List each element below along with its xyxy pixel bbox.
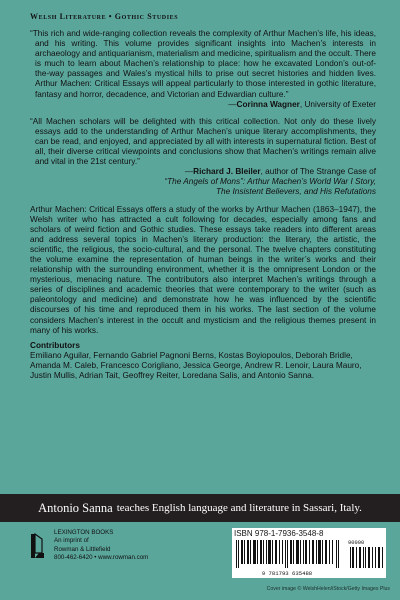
publisher-contact: 800-462-6420 • www.rowman.com [54,553,149,561]
review-quote-1 [30,29,376,110]
barcode [232,540,386,578]
publisher-imprint: An imprint of [54,537,89,545]
publisher-block [30,529,148,562]
publisher-info [54,529,148,562]
contributors-heading: Contributors [30,340,80,350]
review-quote-2 [30,117,376,198]
quote-attribution: —Corinna Wagner, University of Exeter [228,99,376,109]
contributors-list: Emiliano Aguilar, Fernando Gabriel Pagnoni Berns, Kostas Boyiopoulos, Deborah Bridle, Amanda M. Caleb, Francesco Corigliano, Jessica George, Andrew R. Lenoir, Laura Mauro, Justin Mullis, Adrian Tait, Geoffrey Reiter, Loredana Salis, and Antonio Sanna. [30,350,362,380]
barcode-addon: 90000 [348,540,365,546]
quote-text: “This rich and wide-ranging collection reveals the complexity of Arthur Machen’s life, his ideas, and his writing. This volume provides significant insights into Machen’s interests in archaeology and antiquarianism, materialism and medicine, spiritualism and the occult. There is much to learn about Machen’s relationship to place: how he excavated London’s out-of-the-way passages and Wales’s mystical hills to prise out secret histories and hidden lives. Arthur Machen: Critical Essays will appeal particularly to those interested in gothic literature, fantasy and horror, decadence, and Victorian and Edwardian culture.” [30,29,376,99]
author-bio: teaches English language and literature in Sassari, Italy. [116,502,362,514]
category-label: Welsh Literature • Gothic Studies [30,12,179,21]
lexington-logo-icon [30,531,46,561]
isbn-label: ISBN 978-1-7936-3548-8 [232,528,386,540]
author-name: Antonio Sanna [38,500,113,515]
quote-attribution: —Richard J. Bleiler, author of The Strange Case of “The Angels of Mons”: Arthur Machen’s World War I Story, The Insistent Believers, and His Refutations [164,167,376,197]
barcode-digits: 9 781793 635488 [261,570,313,577]
cover-image-credit: Cover image © WelshHelen/iStock/Getty Images Plus [266,586,390,592]
author-bio-band [0,494,400,522]
publisher-name: LEXINGTON BOOKS [54,529,114,536]
publisher-parent: Rowman & Littlefield [54,545,111,553]
book-description: Arthur Machen: Critical Essays offers a study of the works by Arthur Machen (1863–1947), the Welsh writer who has attracted a cult following for decades, especially among fans and scholars of weird fiction and Gothic studies. These essays take readers into different areas and address several topics in Machen’s literary production: the literary, the artistic, the scientific, the religious, the socio-cultural, and the personal. The twelve chapters constituting the volume examine the representation of human beings in the writer’s works and their relationship with the surrounding environment, whether it is the omnipresent London or the mysterious, menacing nature. The contributors also interpret Machen’s writings through a series of disciplines and academic theories that were contemporary to the writer (such as paleontology and medicine) and demonstrate how he was influenced by the scientific discourses of his time and reproduced them in his works. The last section of the volume considers Machen’s interest in the occult and mysticism and the religious themes present in many of his works. [30,204,376,335]
quote-text: “All Machen scholars will be delighted with this critical collection. Not only do these lively essays add to the understanding of Arthur Machen’s unique literary accomplishments, they can be read, and enjoyed, and appreciated by all with interests in supernatural fiction. Best of all, their diverse critical viewpoints and conclusions show that Machen’s writings remain alive and vital in the 21st century.” [30,116,376,167]
cover-text [30,29,376,381]
